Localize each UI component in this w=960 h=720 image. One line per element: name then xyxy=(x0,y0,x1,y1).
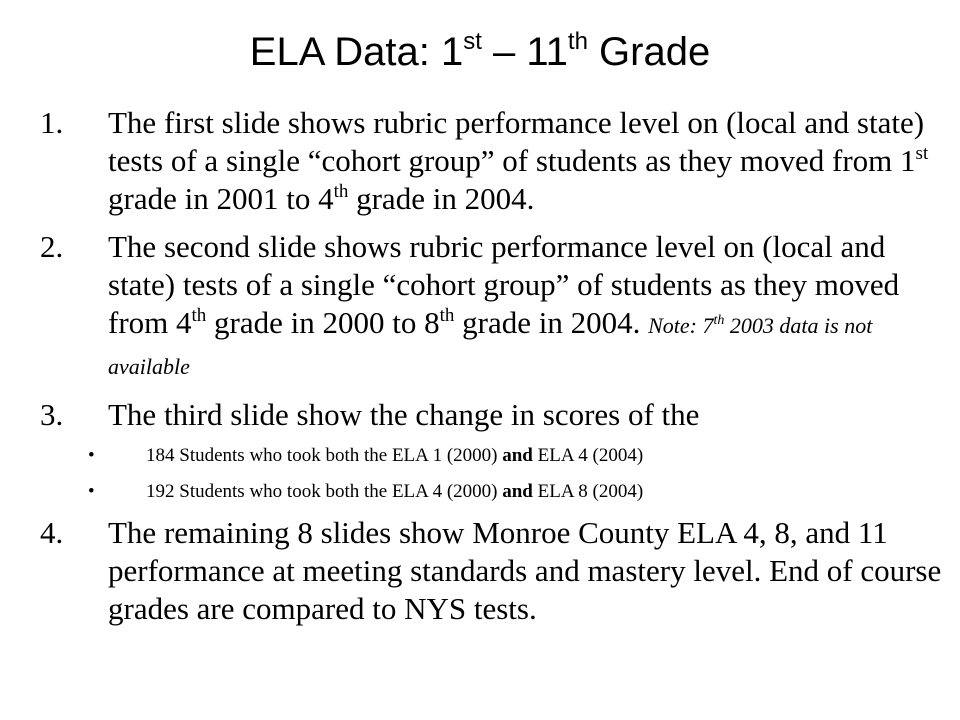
list-item-3: 3. The third slide show the change in scores of the xyxy=(40,397,700,432)
list-number: 2. xyxy=(40,229,64,264)
list-item-4: 4. The remaining 8 slides show Monroe County ELA 4, 8, and 11 performance at meeting standards and mastery level. End of course grades are compared to NYS tests. xyxy=(40,515,942,626)
bullet-icon: • xyxy=(88,445,95,466)
slide-title: ELA Data: 1st – 11th Grade xyxy=(249,28,711,74)
sub-bullet-item: • 192 Students who took both the ELA 4 (2000) and ELA 8 (2004) xyxy=(88,481,644,502)
note-text: Note: 7th 2003 data is not available xyxy=(108,313,873,379)
bullet-icon: • xyxy=(88,481,95,502)
sub-bullet-list xyxy=(40,444,950,504)
sub-bullet-item: • 184 Students who took both the ELA 1 (2000) and ELA 4 (2004) xyxy=(88,445,644,466)
list-number: 4. xyxy=(40,515,64,550)
list-item-1: 1. The first slide shows rubric performance level on (local and state) tests of a single “cohort group” of students as they moved from 1st grade in 2001 to 4th grade in 2004. xyxy=(40,105,929,216)
list-item-2: 2. The second slide shows rubric performance level on (local and state) tests of a single “cohort group” of students as they moved from 4th grade in 2000 to 8th grade in 2004. Note: 7th 2003 data is not available xyxy=(40,229,900,379)
slide-body xyxy=(40,104,950,628)
list-number: 1. xyxy=(40,105,64,140)
list-number: 3. xyxy=(40,397,64,432)
